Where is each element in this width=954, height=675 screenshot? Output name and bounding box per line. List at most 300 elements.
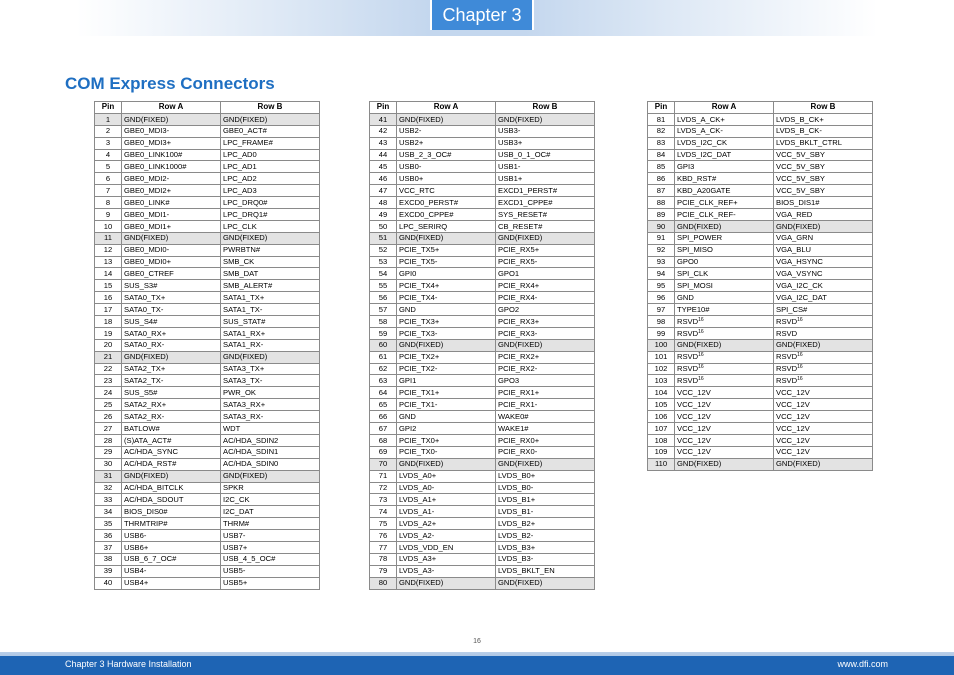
connector-table-pins-1-40: [94, 101, 320, 590]
row-a-cell: EXCD0_CPPE#: [397, 209, 496, 221]
row-a-cell: SATA0_TX-: [122, 304, 221, 316]
row-a-cell: SATA2_RX+: [122, 399, 221, 411]
row-a-cell: GPI2: [397, 423, 496, 435]
row-a-cell: USB2+: [397, 137, 496, 149]
row-b-cell: SATA3_RX-: [221, 411, 320, 423]
table-row: [370, 304, 595, 316]
table-row: [648, 304, 873, 316]
row-b-cell: GND(FIXED): [221, 113, 320, 125]
pin-cell: 62: [370, 363, 397, 375]
pin-cell: 18: [95, 316, 122, 328]
pin-cell: 77: [370, 541, 397, 553]
pin-cell: 98: [648, 316, 675, 328]
table-row: [370, 113, 595, 125]
table-row: [370, 137, 595, 149]
table-row: [95, 387, 320, 399]
pin-cell: 78: [370, 553, 397, 565]
pin-cell: 82: [648, 125, 675, 137]
pin-cell: 24: [95, 387, 122, 399]
table-row: [95, 197, 320, 209]
pin-cell: 33: [95, 494, 122, 506]
row-a-cell: LVDS_VDD_EN: [397, 541, 496, 553]
table-row: [370, 149, 595, 161]
row-a-cell: PCIE_TX1+: [397, 387, 496, 399]
row-b-cell: SATA3_RX+: [221, 399, 320, 411]
row-a-cell: GBE0_MDI3-: [122, 125, 221, 137]
row-a-cell: USB_2_3_OC#: [397, 149, 496, 161]
pin-cell: 8: [95, 197, 122, 209]
row-a-cell: (S)ATA_ACT#: [122, 434, 221, 446]
table-row: [370, 316, 595, 328]
row-a-cell: SUS_S5#: [122, 387, 221, 399]
pin-cell: 52: [370, 244, 397, 256]
table-row: [370, 292, 595, 304]
table-row: [648, 411, 873, 423]
pin-cell: 91: [648, 232, 675, 244]
row-a-cell: EXCD0_PERST#: [397, 197, 496, 209]
row-a-cell: RSVD$^{16}$: [675, 316, 774, 328]
row-a-cell: SATA2_RX-: [122, 411, 221, 423]
table-row: [370, 125, 595, 137]
row-b-cell: GND(FIXED): [496, 458, 595, 470]
row-a-cell: GND(FIXED): [675, 458, 774, 470]
table-row: [95, 351, 320, 363]
pin-cell: 87: [648, 185, 675, 197]
pin-cell: 10: [95, 220, 122, 232]
row-a-cell: USB6-: [122, 530, 221, 542]
row-a-cell: GND: [675, 292, 774, 304]
table-row: [95, 434, 320, 446]
row-a-cell: GND(FIXED): [397, 458, 496, 470]
footnote-marker: 16: [698, 376, 704, 383]
pin-cell: 50: [370, 220, 397, 232]
pin-cell: 86: [648, 173, 675, 185]
row-b-cell: AC/HDA_SDIN2: [221, 434, 320, 446]
table-row: [370, 565, 595, 577]
row-a-cell: VCC_RTC: [397, 185, 496, 197]
row-b-cell: GBE0_ACT#: [221, 125, 320, 137]
row-a-cell: GND(FIXED): [397, 232, 496, 244]
header-row-b: Row B: [774, 102, 873, 114]
table-row: [648, 375, 873, 387]
table-row: [95, 530, 320, 542]
row-a-cell: AC/HDA_BITCLK: [122, 482, 221, 494]
table-row: [370, 470, 595, 482]
table-row: [370, 518, 595, 530]
table-row: [370, 173, 595, 185]
row-b-cell: AC/HDA_SDIN1: [221, 446, 320, 458]
row-b-cell: CB_RESET#: [496, 220, 595, 232]
pin-cell: 63: [370, 375, 397, 387]
pin-cell: 95: [648, 280, 675, 292]
pin-cell: 74: [370, 506, 397, 518]
row-a-cell: VCC_12V: [675, 423, 774, 435]
table-row: [370, 399, 595, 411]
table-row: [370, 494, 595, 506]
row-a-cell: GND(FIXED): [122, 351, 221, 363]
row-a-cell: GND: [397, 411, 496, 423]
row-b-cell: LVDS_B1-: [496, 506, 595, 518]
row-b-cell: EXCD1_PERST#: [496, 185, 595, 197]
row-b-cell: LVDS_B0-: [496, 482, 595, 494]
row-b-cell: I2C_DAT: [221, 506, 320, 518]
pin-cell: 39: [95, 565, 122, 577]
table-row: [648, 446, 873, 458]
row-a-cell: LVDS_A0+: [397, 470, 496, 482]
pin-cell: 51: [370, 232, 397, 244]
table-row: [95, 446, 320, 458]
table-row: [370, 411, 595, 423]
footer-chapter-label: Chapter 3 Hardware Installation: [65, 659, 192, 669]
row-b-cell: LPC_CLK: [221, 220, 320, 232]
table-row: [648, 137, 873, 149]
table-row: [648, 423, 873, 435]
pin-cell: 5: [95, 161, 122, 173]
row-a-cell: TYPE10#: [675, 304, 774, 316]
pin-cell: 12: [95, 244, 122, 256]
table-row: [648, 280, 873, 292]
row-b-cell: USB_4_5_OC#: [221, 553, 320, 565]
row-a-cell: PCIE_TX0+: [397, 434, 496, 446]
table-row: [95, 256, 320, 268]
row-a-cell: GBE0_MDI3+: [122, 137, 221, 149]
table-row: [95, 316, 320, 328]
table-row: [370, 434, 595, 446]
table-row: [370, 530, 595, 542]
table-header-row: [370, 102, 595, 114]
header-row-a: Row A: [675, 102, 774, 114]
table-row: [95, 232, 320, 244]
pin-cell: 104: [648, 387, 675, 399]
pin-cell: 54: [370, 268, 397, 280]
row-a-cell: AC/HDA_RST#: [122, 458, 221, 470]
row-a-cell: GBE0_LINK100#: [122, 149, 221, 161]
connector-table-pins-41-80: [369, 101, 595, 590]
row-a-cell: LVDS_A_CK+: [675, 113, 774, 125]
footnote-marker: 16: [797, 364, 803, 371]
header-row-a: Row A: [397, 102, 496, 114]
row-b-cell: GND(FIXED): [496, 232, 595, 244]
row-a-cell: GBE0_MDI1+: [122, 220, 221, 232]
footnote-marker: 16: [797, 376, 803, 383]
row-b-cell: LPC_DRQ0#: [221, 197, 320, 209]
row-a-cell: LVDS_A2+: [397, 518, 496, 530]
row-a-cell: PCIE_TX5-: [397, 256, 496, 268]
row-a-cell: SATA2_TX-: [122, 375, 221, 387]
pin-cell: 55: [370, 280, 397, 292]
row-b-cell: USB1+: [496, 173, 595, 185]
row-a-cell: VCC_12V: [675, 446, 774, 458]
pin-cell: 69: [370, 446, 397, 458]
table-row: [648, 316, 873, 328]
row-b-cell: LPC_AD3: [221, 185, 320, 197]
pin-cell: 11: [95, 232, 122, 244]
pin-cell: 60: [370, 339, 397, 351]
row-a-cell: GPI0: [397, 268, 496, 280]
pin-cell: 109: [648, 446, 675, 458]
row-a-cell: RSVD$^{16}$: [675, 375, 774, 387]
row-a-cell: PCIE_TX5+: [397, 244, 496, 256]
row-b-cell: THRM#: [221, 518, 320, 530]
row-a-cell: LVDS_A2-: [397, 530, 496, 542]
pin-cell: 25: [95, 399, 122, 411]
table-row: [370, 351, 595, 363]
row-a-cell: PCIE_TX2-: [397, 363, 496, 375]
row-a-cell: SPI_MOSI: [675, 280, 774, 292]
pin-cell: 108: [648, 434, 675, 446]
row-b-cell: SATA3_TX+: [221, 363, 320, 375]
row-b-cell: PCIE_RX2+: [496, 351, 595, 363]
table-row: [648, 149, 873, 161]
row-b-cell: GND(FIXED): [774, 339, 873, 351]
row-b-cell: PCIE_RX3+: [496, 316, 595, 328]
row-a-cell: GND(FIXED): [675, 220, 774, 232]
row-b-cell: VCC_12V: [774, 446, 873, 458]
table-row: [95, 553, 320, 565]
row-b-cell: SMB_CK: [221, 256, 320, 268]
row-a-cell: SATA2_TX+: [122, 363, 221, 375]
table-row: [370, 553, 595, 565]
row-b-cell: WAKE1#: [496, 423, 595, 435]
row-a-cell: THRMTRIP#: [122, 518, 221, 530]
row-b-cell: VGA_GRN: [774, 232, 873, 244]
footnote-marker: 16: [797, 316, 803, 323]
table-row: [95, 304, 320, 316]
table-row: [370, 577, 595, 589]
chapter-tab[interactable]: Chapter 3: [430, 0, 534, 30]
row-b-cell: PWR_OK: [221, 387, 320, 399]
row-a-cell: AC/HDA_SDOUT: [122, 494, 221, 506]
pin-cell: 15: [95, 280, 122, 292]
row-a-cell: USB4-: [122, 565, 221, 577]
row-a-cell: GBE0_MDI2-: [122, 173, 221, 185]
row-a-cell: USB6+: [122, 541, 221, 553]
row-a-cell: RSVD$^{16}$: [675, 363, 774, 375]
page-number: 16: [473, 638, 481, 645]
row-b-cell: LVDS_B0+: [496, 470, 595, 482]
pin-cell: 42: [370, 125, 397, 137]
row-a-cell: LVDS_A_CK-: [675, 125, 774, 137]
pin-cell: 58: [370, 316, 397, 328]
row-a-cell: GND(FIXED): [675, 339, 774, 351]
table-row: [648, 173, 873, 185]
pin-cell: 80: [370, 577, 397, 589]
header-row-b: Row B: [496, 102, 595, 114]
row-a-cell: PCIE_TX0-: [397, 446, 496, 458]
row-b-cell: RSVD$^{16}$: [774, 375, 873, 387]
row-b-cell: WDT: [221, 423, 320, 435]
row-a-cell: AC/HDA_SYNC: [122, 446, 221, 458]
table-row: [95, 113, 320, 125]
table-row: [370, 197, 595, 209]
table-row: [370, 244, 595, 256]
row-b-cell: GND(FIXED): [221, 351, 320, 363]
table-header-row: [95, 102, 320, 114]
pin-cell: 49: [370, 209, 397, 221]
table-row: [370, 506, 595, 518]
row-a-cell: USB4+: [122, 577, 221, 589]
row-a-cell: VCC_12V: [675, 434, 774, 446]
table-row: [95, 185, 320, 197]
table-row: [370, 209, 595, 221]
table-row: [648, 351, 873, 363]
pin-cell: 67: [370, 423, 397, 435]
pin-cell: 31: [95, 470, 122, 482]
pin-cell: 101: [648, 351, 675, 363]
row-a-cell: PCIE_TX3-: [397, 327, 496, 339]
row-a-cell: SATA0_TX+: [122, 292, 221, 304]
table-row: [95, 518, 320, 530]
table-row: [648, 113, 873, 125]
row-a-cell: SATA0_RX+: [122, 327, 221, 339]
footnote-marker: 16: [698, 316, 704, 323]
row-b-cell: LPC_AD2: [221, 173, 320, 185]
row-a-cell: GBE0_MDI0-: [122, 244, 221, 256]
row-b-cell: VCC_12V: [774, 434, 873, 446]
table-row: [370, 363, 595, 375]
footnote-marker: 16: [698, 364, 704, 371]
pin-cell: 16: [95, 292, 122, 304]
row-b-cell: BIOS_DIS1#: [774, 197, 873, 209]
table-row: [95, 482, 320, 494]
row-b-cell: VCC_5V_SBY: [774, 161, 873, 173]
pin-cell: 41: [370, 113, 397, 125]
row-a-cell: GND(FIXED): [122, 113, 221, 125]
row-b-cell: GND(FIXED): [496, 577, 595, 589]
table-row: [648, 399, 873, 411]
pin-cell: 7: [95, 185, 122, 197]
row-a-cell: BATLOW#: [122, 423, 221, 435]
row-b-cell: GPO2: [496, 304, 595, 316]
pin-cell: 46: [370, 173, 397, 185]
row-b-cell: GND(FIXED): [221, 232, 320, 244]
row-b-cell: LPC_DRQ1#: [221, 209, 320, 221]
table-row: [95, 125, 320, 137]
row-b-cell: VGA_I2C_CK: [774, 280, 873, 292]
pin-cell: 71: [370, 470, 397, 482]
table-row: [648, 209, 873, 221]
table-row: [95, 458, 320, 470]
row-b-cell: SATA1_RX+: [221, 327, 320, 339]
table-row: [370, 327, 595, 339]
row-b-cell: PCIE_RX1-: [496, 399, 595, 411]
pin-cell: 68: [370, 434, 397, 446]
pin-cell: 57: [370, 304, 397, 316]
row-a-cell: GND(FIXED): [397, 339, 496, 351]
row-a-cell: SUS_S3#: [122, 280, 221, 292]
pin-cell: 100: [648, 339, 675, 351]
row-a-cell: PCIE_TX4+: [397, 280, 496, 292]
row-a-cell: GBE0_CTREF: [122, 268, 221, 280]
row-a-cell: GND(FIXED): [122, 232, 221, 244]
row-b-cell: USB5-: [221, 565, 320, 577]
row-a-cell: PCIE_TX4-: [397, 292, 496, 304]
table-row: [648, 327, 873, 339]
pin-cell: 66: [370, 411, 397, 423]
pin-cell: 90: [648, 220, 675, 232]
footnote-marker: 16: [698, 328, 704, 335]
table-row: [370, 387, 595, 399]
pin-cell: 65: [370, 399, 397, 411]
table-row: [648, 220, 873, 232]
pin-cell: 110: [648, 458, 675, 470]
row-b-cell: VGA_BLU: [774, 244, 873, 256]
pin-cell: 94: [648, 268, 675, 280]
row-a-cell: USB2-: [397, 125, 496, 137]
row-b-cell: SATA1_TX-: [221, 304, 320, 316]
row-b-cell: VGA_RED: [774, 209, 873, 221]
pin-cell: 29: [95, 446, 122, 458]
row-b-cell: LVDS_BKLT_EN: [496, 565, 595, 577]
row-b-cell: SPI_CS#: [774, 304, 873, 316]
row-b-cell: USB7-: [221, 530, 320, 542]
row-b-cell: SMB_ALERT#: [221, 280, 320, 292]
row-b-cell: VCC_12V: [774, 399, 873, 411]
footer-website-link[interactable]: www.dfi.com: [837, 659, 888, 669]
table-row: [95, 292, 320, 304]
table-row: [95, 209, 320, 221]
row-b-cell: LPC_AD1: [221, 161, 320, 173]
row-b-cell: SPKR: [221, 482, 320, 494]
table-row: [648, 458, 873, 470]
pin-cell: 48: [370, 197, 397, 209]
pin-cell: 6: [95, 173, 122, 185]
table-row: [95, 363, 320, 375]
table-row: [370, 541, 595, 553]
pin-cell: 61: [370, 351, 397, 363]
row-b-cell: RSVD$^{16}$: [774, 351, 873, 363]
header-pin: Pin: [95, 102, 122, 114]
row-b-cell: SMB_DAT: [221, 268, 320, 280]
pin-cell: 75: [370, 518, 397, 530]
pin-cell: 28: [95, 434, 122, 446]
row-a-cell: GBE0_LINK#: [122, 197, 221, 209]
pin-cell: 89: [648, 209, 675, 221]
pin-cell: 99: [648, 327, 675, 339]
row-b-cell: VGA_VSYNC: [774, 268, 873, 280]
row-a-cell: VCC_12V: [675, 411, 774, 423]
row-a-cell: GBE0_LINK1000#: [122, 161, 221, 173]
row-b-cell: PCIE_RX3-: [496, 327, 595, 339]
row-a-cell: PCIE_CLK_REF+: [675, 197, 774, 209]
pin-cell: 36: [95, 530, 122, 542]
table-row: [370, 339, 595, 351]
row-b-cell: LVDS_B3-: [496, 553, 595, 565]
table-row: [370, 280, 595, 292]
pin-cell: 2: [95, 125, 122, 137]
pin-cell: 103: [648, 375, 675, 387]
row-a-cell: USB_6_7_OC#: [122, 553, 221, 565]
row-b-cell: LVDS_B2+: [496, 518, 595, 530]
row-b-cell: VCC_12V: [774, 423, 873, 435]
pin-cell: 26: [95, 411, 122, 423]
table-row: [648, 268, 873, 280]
row-b-cell: SYS_RESET#: [496, 209, 595, 221]
table-row: [95, 577, 320, 589]
row-b-cell: SATA1_RX-: [221, 339, 320, 351]
row-a-cell: SPI_POWER: [675, 232, 774, 244]
row-b-cell: VCC_12V: [774, 387, 873, 399]
row-b-cell: VGA_HSYNC: [774, 256, 873, 268]
row-b-cell: VGA_I2C_DAT: [774, 292, 873, 304]
table-row: [95, 339, 320, 351]
row-a-cell: LPC_SERIRQ: [397, 220, 496, 232]
row-b-cell: WAKE0#: [496, 411, 595, 423]
row-b-cell: LPC_FRAME#: [221, 137, 320, 149]
table-row: [95, 494, 320, 506]
table-row: [648, 125, 873, 137]
table-row: [648, 339, 873, 351]
